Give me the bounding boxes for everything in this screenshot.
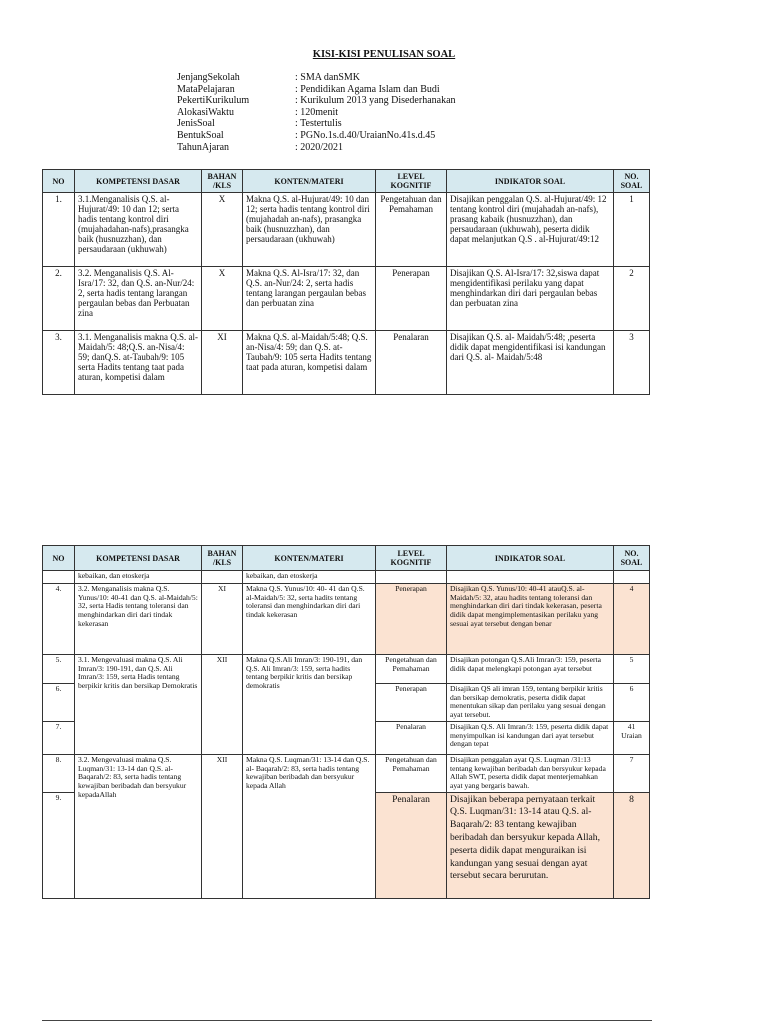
indikator-soal: Disajikan penggalan ayat Q.S. Luqman /31:13 tentang kewajiban beribadah dan bersyukur kepada Allah SWT, peserta didik dapat menterjemahkan ayat yang bergaris bawah. xyxy=(447,754,614,792)
meta-value: : 2020/2021 xyxy=(295,141,344,153)
row-number: 6. xyxy=(43,684,75,722)
col-header-no-soal: NO. SOAL xyxy=(614,546,650,571)
indikator-soal: Disajikan beberapa pernyataan terkait Q.S. Luqman/31: 13-14 atau Q.S. al-Baqarah/2: 83 tentang kewajiban beribadah dan bersyukur kepada Allah, peserta didik dapat menguraikan isi kandungan yang sesuai dengan ayat tersebut secara berurutan. xyxy=(447,792,614,898)
kompetensi-dasar: 3.2. Menganalisis makna Q.S. Yunus/10: 40-41 dan Q.S. al-Maidah/5: 32, serta Hadis tentang toleransi dan menghindarkan diri dari tindak kekerasan xyxy=(75,584,202,655)
row-number: 1. xyxy=(43,193,75,267)
nomor-soal: 41 Uraian xyxy=(614,721,650,754)
nomor-soal: 5 xyxy=(614,655,650,684)
kelas: X xyxy=(202,193,243,267)
document-meta xyxy=(177,72,456,153)
level-kognitif: Penerapan xyxy=(376,584,447,655)
kompetensi-dasar: kebaikan, dan etoskerja xyxy=(75,571,202,584)
kelas: X xyxy=(202,267,243,331)
col-header-kompetensi: KOMPETENSI DASAR xyxy=(75,546,202,571)
materi: Makna Q.S. al-Hujurat/49: 10 dan 12; serta hadis tentang kontrol diri (mujahadah an-nafs), prasangka baik (husnuzzhan), dan persaudaraan (ukhuwah) xyxy=(243,193,376,267)
col-header-bahan: BAHAN /KLS xyxy=(202,170,243,193)
level-kognitif: Penalaran xyxy=(376,792,447,898)
meta-key: BentukSoal xyxy=(177,129,224,141)
table-row xyxy=(43,267,650,331)
indikator-soal: Disajikan penggalan Q.S. al-Hujurat/49: 12 tentang kontrol diri (mujahadah an-nafs), prasang kabaik (husnuzzhan), dan persaudaraan (ukhuwah), peserta didik dapat melanjutkan Q.S . al-Hujurat/49:12 xyxy=(447,193,614,267)
kelas: XII xyxy=(202,655,243,755)
nomor-soal: 6 xyxy=(614,684,650,722)
kompetensi-dasar: 3.2. Menganalisis Q.S. Al-Isra/17: 32, dan Q.S. an-Nur/24: 2, serta hadis tentang larangan pergaulan bebas dan Perbuatan zina xyxy=(75,267,202,331)
indikator-soal: Disajikan QS ali imran 159, tentang berpikir kritis dan bersikap demokratis, peserta didik dapat menentukan sikap dan perilaku yang sesuai dengan ayat tersebut. xyxy=(447,684,614,722)
meta-key: JenjangSekolah xyxy=(177,72,240,83)
col-header-indikator: INDIKATOR SOAL xyxy=(447,546,614,571)
table-row xyxy=(43,193,650,267)
meta-row xyxy=(177,107,456,119)
materi: Makna Q.S. al-Maidah/5:48; Q.S. an-Nisa/4: 59; dan Q.S. at-Taubah/9: 105 serta Hadits tentang taat pada aturan, kompetisi dalam xyxy=(243,331,376,395)
table-row xyxy=(43,584,650,655)
kisi-kisi-table-2 xyxy=(42,545,650,899)
col-header-no: NO xyxy=(43,546,75,571)
meta-row xyxy=(177,142,456,154)
materi: kebaikan, dan etoskerja xyxy=(243,571,376,584)
meta-row xyxy=(177,84,456,96)
indikator-soal: Disajikan potongan Q.S.Ali Imran/3: 159, peserta didik dapat melengkapi potongan ayat tersebut xyxy=(447,655,614,684)
continuation-row xyxy=(43,571,650,584)
meta-key: JenisSoal xyxy=(177,118,215,130)
document-title: KISI-KISI PENULISAN SOAL xyxy=(312,49,456,60)
col-header-indikator: INDIKATOR SOAL xyxy=(447,170,614,193)
level-kognitif: Penerapan xyxy=(376,684,447,722)
meta-value: : Testertulis xyxy=(295,118,342,130)
nomor-soal: 1 xyxy=(614,193,650,267)
materi: Makna Q.S. Al-Isra/17: 32, dan Q.S. an-Nur/24: 2, serta hadis tentang larangan pergaulan bebas dan perbuatan zina xyxy=(243,267,376,331)
col-header-materi: KONTEN/MATERI xyxy=(243,546,376,571)
indikator-soal: Disajikan Q.S. Yunus/10: 40-41 atauQ.S. al-Maidah/5: 32, atau hadits tentang toleransi dan menghindarkan diri dari tindak kekerasan, peserta didik dapat mengimplementasikan perilaku yang sesuai ayat tersebut dengan benar xyxy=(447,584,614,655)
nomor-soal: 2 xyxy=(614,267,650,331)
col-header-level: LEVEL KOGNITIF xyxy=(376,546,447,571)
row-number: 9. xyxy=(43,792,75,898)
indikator-soal xyxy=(447,571,614,584)
meta-row xyxy=(177,72,456,84)
table-header-row xyxy=(43,170,650,193)
nomor-soal xyxy=(614,571,650,584)
level-kognitif: Pengetahuan dan Pemahaman xyxy=(376,655,447,684)
meta-key: MataPelajaran xyxy=(177,83,235,95)
meta-value: : Pendidikan Agama Islam dan Budi xyxy=(295,83,440,95)
col-header-bahan: BAHAN /KLS xyxy=(202,546,243,571)
table-row xyxy=(43,655,650,684)
row-number: 2. xyxy=(43,267,75,331)
nomor-soal: 8 xyxy=(614,792,650,898)
meta-key: AlokasiWaktu xyxy=(177,106,234,118)
meta-value: : 120menit xyxy=(295,106,339,118)
meta-row xyxy=(177,95,456,107)
meta-key: PekertiKurikulum xyxy=(177,95,250,107)
table-row xyxy=(43,331,650,395)
indikator-soal: Disajikan Q.S. al- Maidah/5:48; ,peserta didik dapat mengidentifikasi isi kandungan dari Q.S. al- Maidah/5:48 xyxy=(447,331,614,395)
materi: Makna Q.S. Luqman/31: 13-14 dan Q.S. al- Baqarah/2: 83, serta hadis tentang kewajiban beribadah dan bersyukur kepada Allah xyxy=(243,754,376,898)
kompetensi-dasar: 3.1. Menganalisis makna Q.S. al-Maidah/5: 48;Q.S. an-Nisa/4: 59; danQ.S. at-Taubah/9: 105 serta Hadits tentang taat pada aturan, kompetisi dalam xyxy=(75,331,202,395)
row-number: 4. xyxy=(43,584,75,655)
nomor-soal: 4 xyxy=(614,584,650,655)
kompetensi-dasar: 3.2. Mengevaluasi makna Q.S. Luqman/31: 13-14 dan Q.S. al- Baqarah/2: 83, serta hadis tentang kewajiban beribadah dan bersyukur kepadaAllah xyxy=(75,754,202,898)
row-number: 5. xyxy=(43,655,75,684)
row-number: 3. xyxy=(43,331,75,395)
level-kognitif xyxy=(376,571,447,584)
row-number: 7. xyxy=(43,721,75,754)
meta-key: TahunAjaran xyxy=(177,141,230,153)
row-number: 8. xyxy=(43,754,75,792)
materi: Makna Q.S.Ali Imran/3: 190-191, dan Q.S. Ali Imran/3: 159, serta hadits tentang berpikir kritis dan bersikap demokratis xyxy=(243,655,376,755)
table-header-row xyxy=(43,546,650,571)
nomor-soal: 3 xyxy=(614,331,650,395)
meta-value: : PGNo.1s.d.40/UraianNo.41s.d.45 xyxy=(295,129,436,141)
table-row xyxy=(43,754,650,792)
level-kognitif: Penalaran xyxy=(376,721,447,754)
materi: Makna Q.S. Yunus/10: 40- 41 dan Q.S. al-Maidah/5: 32, serta hadits tentang toleransi dan menghindarkan diri dari tindak kekerasan xyxy=(243,584,376,655)
kisi-kisi-table-1 xyxy=(42,169,650,395)
col-header-no: NO xyxy=(43,170,75,193)
meta-value: : Kurikulum 2013 yang Disederhanakan xyxy=(295,95,456,107)
level-kognitif: Pengetahuan dan Pemahaman xyxy=(376,193,447,267)
meta-row xyxy=(177,118,456,130)
kelas: XI xyxy=(202,331,243,395)
col-header-level: LEVEL KOGNITIF xyxy=(376,170,447,193)
page-divider xyxy=(42,1020,652,1021)
level-kognitif: Penerapan xyxy=(376,267,447,331)
level-kognitif: Pengetahuan dan Pemahaman xyxy=(376,754,447,792)
indikator-soal: Disajikan Q.S. Al-Isra/17: 32,siswa dapat mengidentifikasi perilaku yang dapat menghindarkan diri dari pergaulan bebas dan perbuatan zina xyxy=(447,267,614,331)
kelas: XII xyxy=(202,754,243,898)
kelas: XI xyxy=(202,584,243,655)
meta-row xyxy=(177,130,456,142)
kelas xyxy=(202,571,243,584)
indikator-soal: Disajikan Q.S. Ali Imran/3: 159, peserta didik dapat menyimpulkan isi kandungan dari ayat tersebut dengan tepat xyxy=(447,721,614,754)
level-kognitif: Penalaran xyxy=(376,331,447,395)
col-header-kompetensi: KOMPETENSI DASAR xyxy=(75,170,202,193)
col-header-no-soal: NO. SOAL xyxy=(614,170,650,193)
kompetensi-dasar: 3.1. Mengevaluasi makna Q.S. Ali Imran/3: 190-191, dan Q.S. Ali Imran/3: 159, serta Hadis tentang berpikir kritis dan bersikap Demokratis xyxy=(75,655,202,755)
meta-value: : SMA danSMK xyxy=(295,72,361,83)
kompetensi-dasar: 3.1.Menganalisis Q.S. al-Hujurat/49: 10 dan 12; serta hadis tentang kontrol diri (mujahadahan-nafs),prasangka baik (husnuzzhan), dan persaudaraan (ukhuwah) xyxy=(75,193,202,267)
row-number xyxy=(43,571,75,584)
nomor-soal: 7 xyxy=(614,754,650,792)
col-header-materi: KONTEN/MATERI xyxy=(243,170,376,193)
